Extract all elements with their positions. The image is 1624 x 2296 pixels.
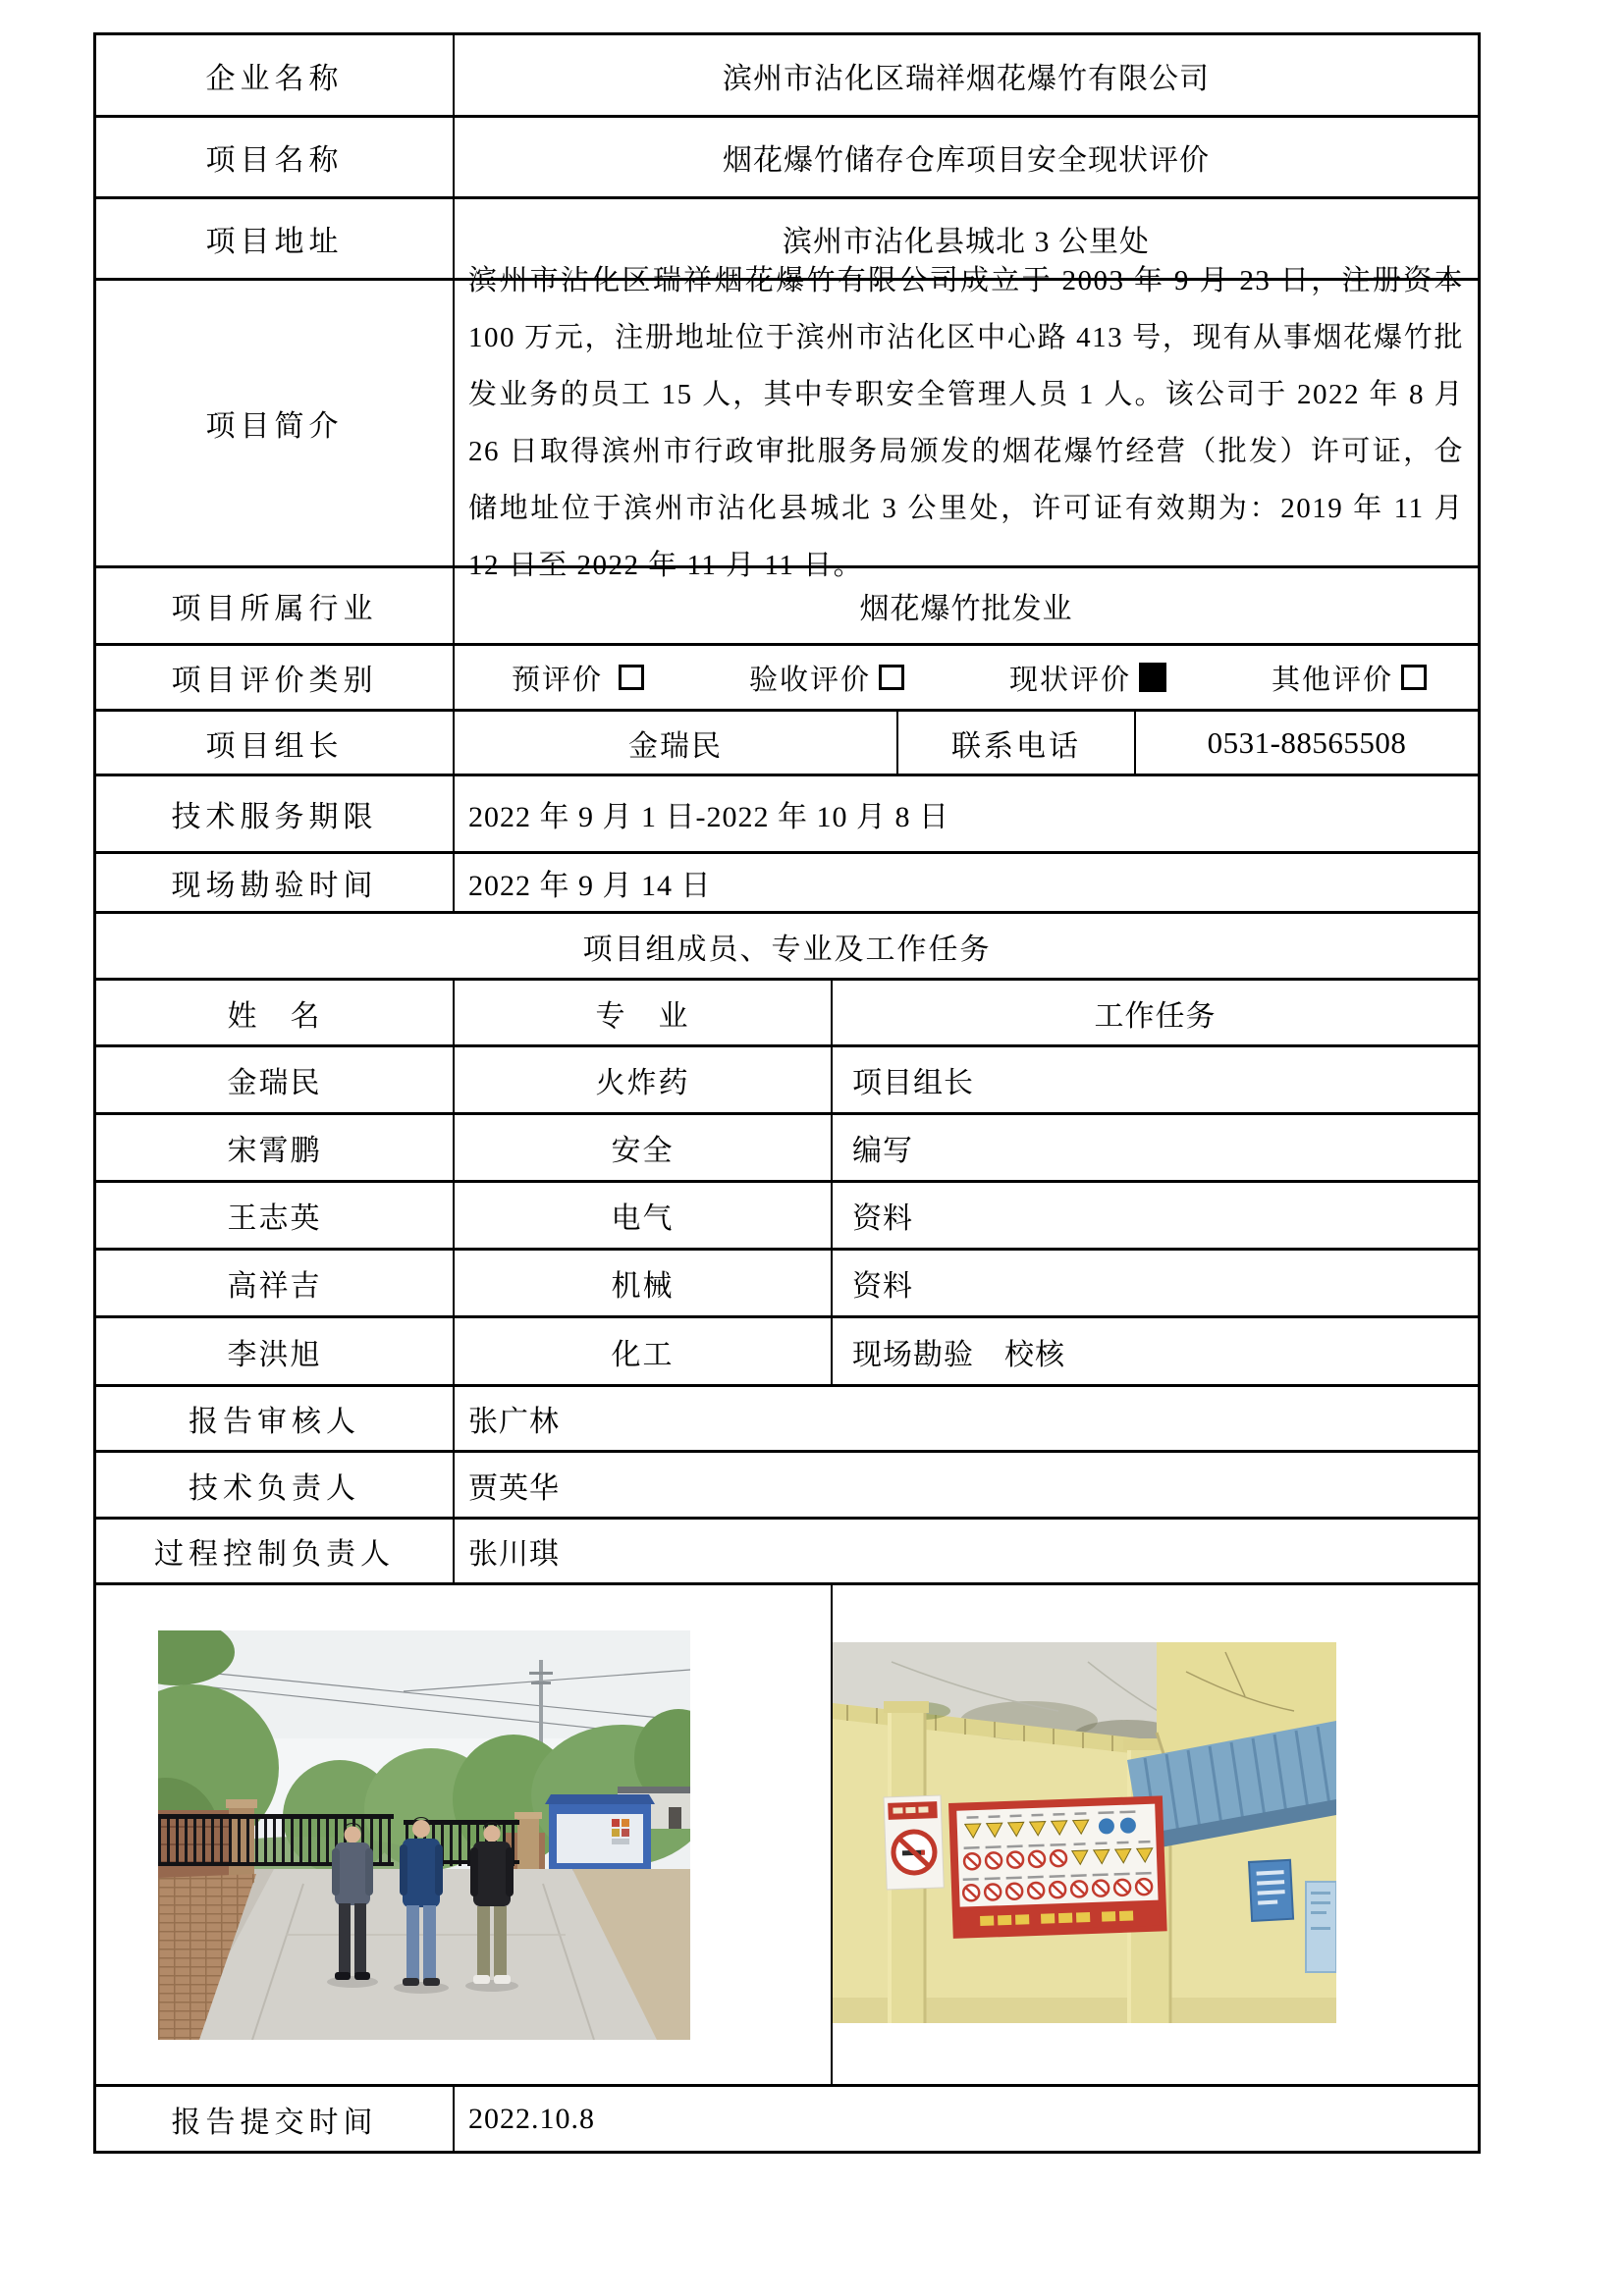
- team-header-task: 工作任务: [1094, 999, 1217, 1033]
- row-evaluation-type: [96, 646, 1478, 712]
- intro-paragraph: 滨州市沾化区瑞祥烟花爆竹有限公司成立于 2003 年 9 月 23 日，注册资本 100 万元，注册地址位于滨州市沾化区中心路 413 号，现有从事烟花爆竹批发业务的员工 15 人，其中专职安全管理人员 1 人。该公司于 2022 年 8 月 26 日取得滨州市行政审批服务局颁发的烟花爆竹经营（批发）许可证，仓储地址位于滨州市沾化县城北 3 公里处，许可证有效期为：2019 年 11 月 12 日至 2022 年 11 月 11 日。: [468, 265, 1464, 581]
- company-label: 企业名称: [96, 35, 455, 115]
- member-major: 火炸药: [455, 1047, 833, 1112]
- member-task: 现场勘验 校核: [852, 1338, 1065, 1371]
- project-value: 烟花爆竹储存仓库项目安全现状评价: [723, 144, 1210, 177]
- row-submit-time: [96, 2087, 1478, 2151]
- row-project: [96, 118, 1478, 199]
- row-service-period: [96, 776, 1478, 854]
- survey-time-label: 现场勘验时间: [96, 854, 455, 911]
- team-header-name: 姓 名: [96, 981, 455, 1044]
- intro-label: 项目简介: [96, 281, 455, 565]
- member-major: 安全: [455, 1115, 833, 1180]
- address-label: 项目地址: [96, 199, 455, 278]
- option-pre-evaluation: [512, 658, 644, 698]
- member-task: 资料: [852, 1202, 913, 1235]
- industry-label: 项目所属行业: [96, 568, 455, 643]
- row-industry: [96, 568, 1478, 646]
- address-value: 滨州市沾化县城北 3 公里处: [783, 226, 1150, 258]
- row-survey-time: [96, 854, 1478, 914]
- project-info-table: [93, 32, 1481, 2154]
- team-header-major: 专 业: [455, 981, 833, 1044]
- member-name: 高祥吉: [96, 1251, 455, 1315]
- row-process-director: [96, 1520, 1478, 1585]
- team-member-row: [96, 1318, 1478, 1387]
- option-acceptance-evaluation: [749, 658, 904, 698]
- option-pre-evaluation-label: 预评价: [512, 664, 604, 696]
- team-title: 项目组成员、专业及工作任务: [582, 933, 992, 966]
- process-director-value: 张川琪: [468, 1538, 560, 1571]
- tech-director-value: 贾英华: [468, 1471, 560, 1505]
- blue-label-sign: [1249, 1860, 1293, 1921]
- member-task: 编写: [852, 1135, 913, 1167]
- member-major: 电气: [455, 1183, 833, 1248]
- member-name: 宋霄鹏: [96, 1115, 455, 1180]
- member-task: 资料: [852, 1270, 913, 1303]
- leader-label: 项目组长: [96, 712, 455, 774]
- checkbox-acceptance-evaluation: [879, 665, 904, 690]
- warehouse-wall-photo: [833, 1642, 1336, 2023]
- member-major: 化工: [455, 1318, 833, 1384]
- industry-value: 烟花爆竹批发业: [859, 593, 1073, 625]
- survey-time-value: 2022 年 9 月 14 日: [468, 870, 712, 902]
- evaluation-label: 项目评价类别: [96, 646, 455, 709]
- submit-time-label: 报告提交时间: [96, 2087, 455, 2151]
- safety-sign-board: [948, 1795, 1167, 1939]
- row-intro: [96, 265, 1478, 581]
- option-status-evaluation-label: 现状评价: [1008, 664, 1131, 696]
- option-other-evaluation: [1272, 658, 1427, 698]
- team-member-row: [96, 1115, 1478, 1183]
- member-name: 王志英: [96, 1183, 455, 1248]
- option-status-evaluation: [1009, 658, 1166, 698]
- light-blue-panel: [1306, 1882, 1336, 1972]
- checkbox-status-evaluation: [1139, 663, 1166, 692]
- photo-cell-left: [96, 1585, 833, 2084]
- site-entrance-photo: [158, 1630, 690, 2040]
- service-period-value: 2022 年 9 月 1 日-2022 年 10 月 8 日: [468, 801, 949, 833]
- evaluation-options: [455, 646, 1478, 709]
- member-major: 机械: [455, 1251, 833, 1315]
- phone-label: 联系电话: [898, 712, 1136, 774]
- team-member-row: [96, 1251, 1478, 1318]
- member-task: 项目组长: [852, 1067, 974, 1099]
- row-tech-director: [96, 1453, 1478, 1520]
- company-value: 滨州市沾化区瑞祥烟花爆竹有限公司: [723, 62, 1210, 95]
- leader-name: 金瑞民: [455, 712, 898, 774]
- member-name: 李洪旭: [96, 1318, 455, 1384]
- row-team-title: [96, 914, 1478, 981]
- process-director-label: 过程控制负责人: [96, 1520, 455, 1582]
- tech-director-label: 技术负责人: [96, 1453, 455, 1517]
- phone-value: 0531-88565508: [1207, 724, 1407, 760]
- row-team-header: [96, 981, 1478, 1047]
- reviewer-label: 报告审核人: [96, 1387, 455, 1450]
- submit-time-value: 2022.10.8: [468, 2102, 595, 2135]
- service-period-label: 技术服务期限: [96, 776, 455, 851]
- row-company: [96, 35, 1478, 118]
- photo-cell-right: [833, 1585, 1478, 2084]
- team-member-row: [96, 1183, 1478, 1251]
- checkbox-other-evaluation: [1401, 665, 1427, 690]
- row-reviewer: [96, 1387, 1478, 1453]
- checkbox-pre-evaluation: [619, 665, 644, 690]
- member-name: 金瑞民: [96, 1047, 455, 1112]
- team-member-row: [96, 1047, 1478, 1115]
- project-label: 项目名称: [96, 118, 455, 196]
- option-other-evaluation-label: 其他评价: [1271, 664, 1393, 696]
- reviewer-value: 张广林: [468, 1406, 560, 1438]
- option-acceptance-evaluation-label: 验收评价: [748, 664, 871, 696]
- row-photos: [96, 1585, 1478, 2087]
- row-leader: [96, 712, 1478, 776]
- no-smoking-sign: [884, 1795, 944, 1890]
